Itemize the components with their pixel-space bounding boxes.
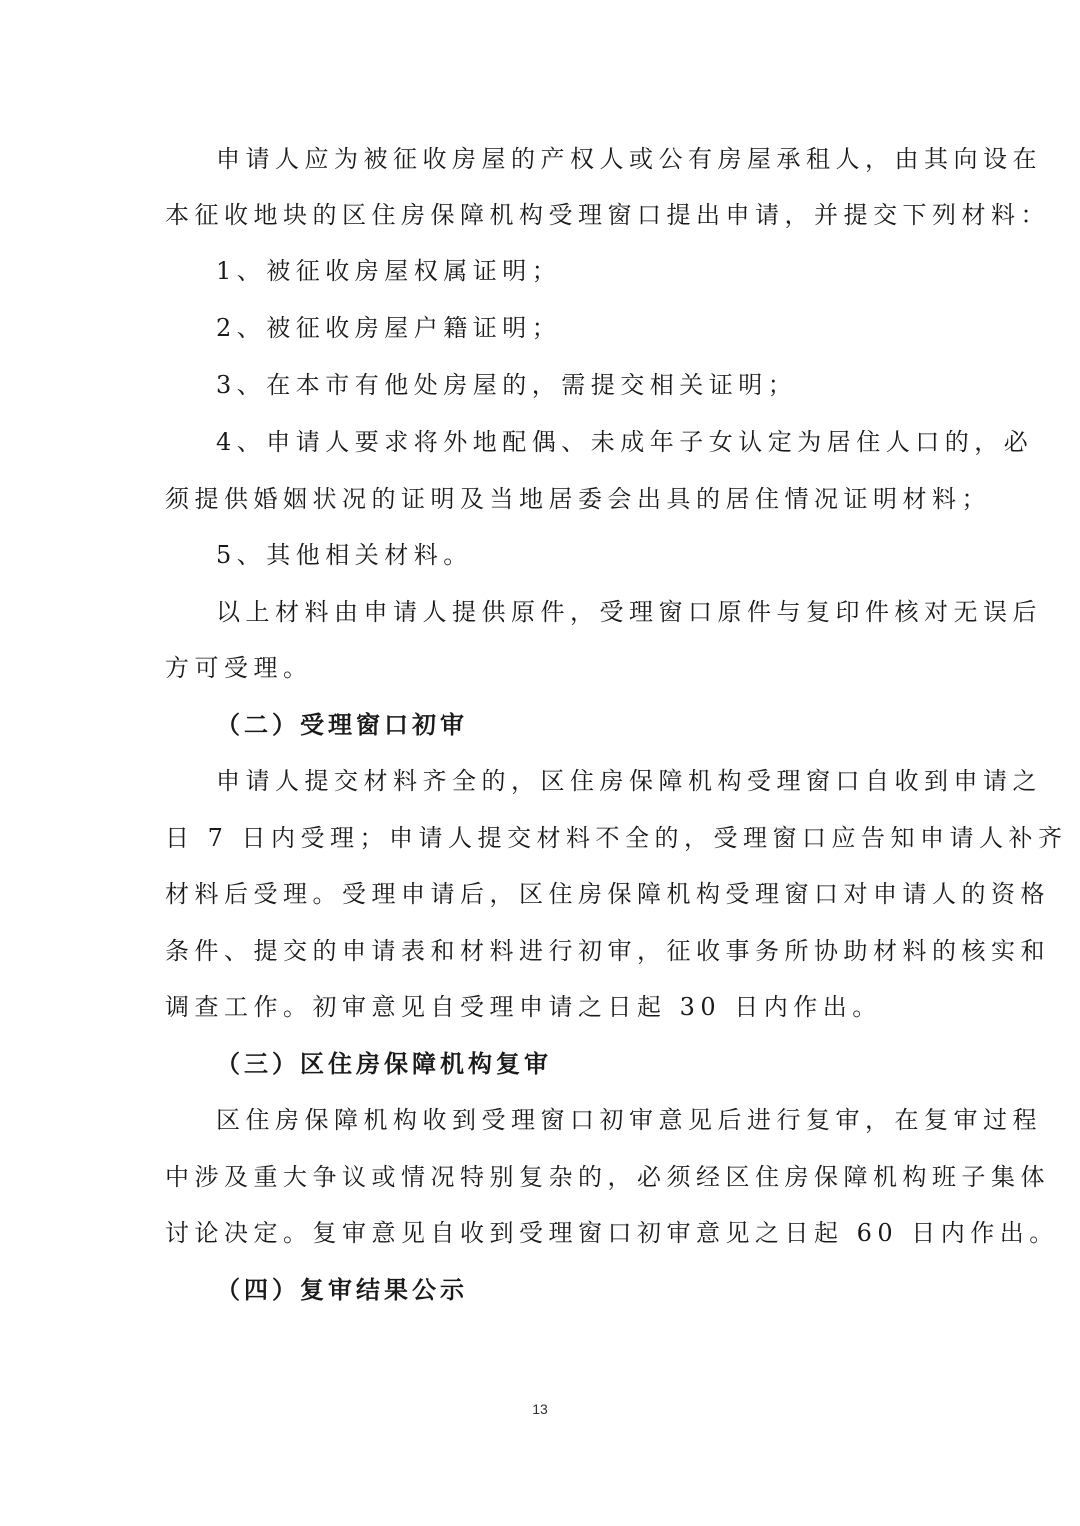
section-heading: （四）复审结果公示 xyxy=(216,1276,468,1304)
paragraph-line: 以上材料由申请人提供原件，受理窗口原件与复印件核对无误后 xyxy=(216,598,1042,626)
paragraph-line: 日 7 日内受理；申请人提交材料不全的，受理窗口应告知申请人补齐 xyxy=(165,824,1068,852)
paragraph-line: 须提供婚姻状况的证明及当地居委会出具的居住情况证明材料； xyxy=(165,485,991,513)
paragraph-line: 讨论决定。复审意见自收到受理窗口初审意见之日起 60 日内作出。 xyxy=(165,1219,1059,1247)
paragraph-line: 本征收地块的区住房保障机构受理窗口提出申请，并提交下列材料： xyxy=(165,201,1050,229)
paragraph-line: 申请人提交材料齐全的，区住房保障机构受理窗口自收到申请之 xyxy=(216,767,1042,795)
paragraph-line: 区住房保障机构收到受理窗口初审意见后进行复审，在复审过程 xyxy=(216,1106,1042,1134)
paragraph-line: 条件、提交的申请表和材料进行初审，征收事务所协助材料的核实和 xyxy=(165,937,1050,965)
list-item: 2、被征收房屋户籍证明； xyxy=(216,314,562,342)
page-number: 13 xyxy=(532,1401,548,1417)
paragraph-line: 方可受理。 xyxy=(165,654,313,682)
paragraph-line: 材料后受理。受理申请后，区住房保障机构受理窗口对申请人的资格 xyxy=(165,880,1050,908)
paragraph-line: 申请人应为被征收房屋的产权人或公有房屋承租人，由其向设在 xyxy=(216,145,1042,173)
list-item: 3、在本市有他处房屋的，需提交相关证明； xyxy=(216,371,798,399)
section-heading: （二）受理窗口初审 xyxy=(216,711,468,739)
paragraph-line: 中涉及重大争议或情况特别复杂的，必须经区住房保障机构班子集体 xyxy=(165,1163,1050,1191)
list-item: 5、其他相关材料。 xyxy=(216,541,473,569)
list-item: 1、被征收房屋权属证明； xyxy=(216,257,562,285)
paragraph-line: 调查工作。初审意见自受理申请之日起 30 日内作出。 xyxy=(165,993,882,1021)
list-item: 4、申请人要求将外地配偶、未成年子女认定为居住人口的，必 xyxy=(216,428,1034,456)
section-heading: （三）区住房保障机构复审 xyxy=(216,1050,552,1078)
